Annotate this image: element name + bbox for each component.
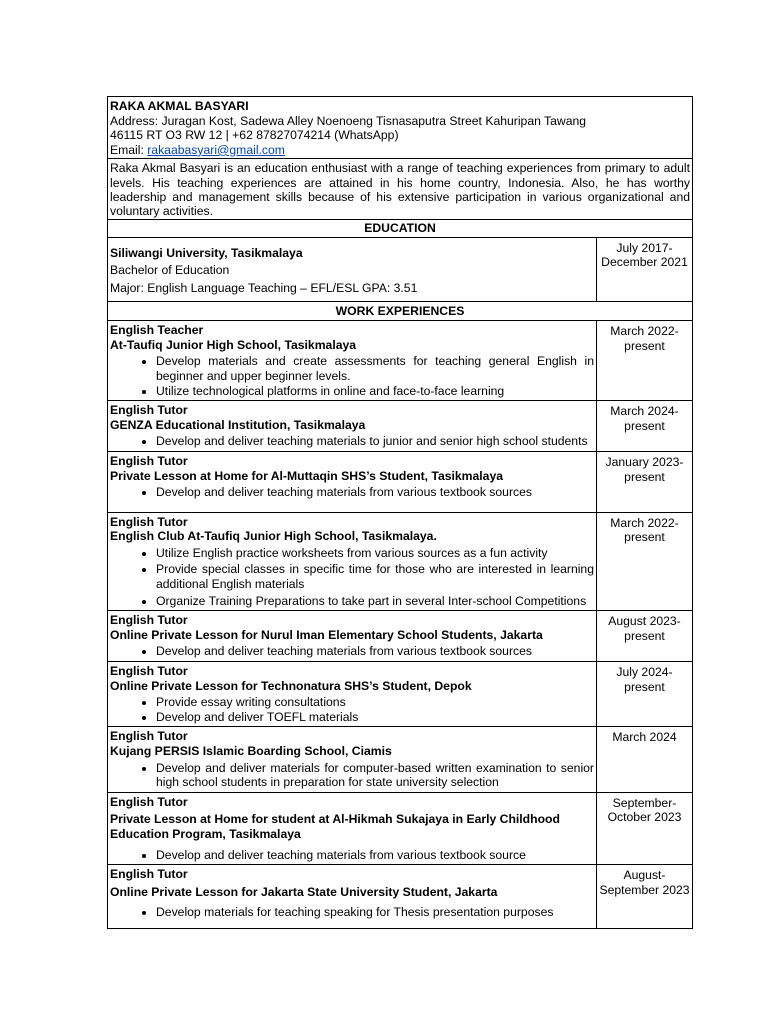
work-bullet: • Develop and deliver teaching materials from various textbook source xyxy=(156,848,594,863)
work-bullets xyxy=(110,485,594,500)
summary-text: Raka Akmal Basyari is an education enthusiast with a range of teaching experiences from primary to adult levels. His teaching experiences are attained in his home country, Indonesia. Also, he has worthy leadership and management skills because of his extensive participation in various organizational and voluntary activities. xyxy=(110,161,690,218)
education-main xyxy=(108,238,597,301)
work-organization: GENZA Educational Institution, Tasikmalaya xyxy=(110,417,366,432)
work-row xyxy=(108,727,692,792)
education-heading: EDUCATION xyxy=(364,221,436,236)
work-organization: Online Private Lesson for Technonatura SHS’s Student, Depok xyxy=(110,678,472,693)
header-row xyxy=(108,97,692,159)
work-main xyxy=(108,662,597,726)
work-date: March 2022- present xyxy=(610,515,679,545)
work-main xyxy=(108,452,597,512)
work-bullets xyxy=(110,695,594,724)
work-date: August 2023- present xyxy=(608,614,681,643)
work-role: English Tutor xyxy=(110,403,188,418)
work-organization: Online Private Lesson for Nurul Iman Elementary School Students, Jakarta xyxy=(110,627,543,642)
work-role: English Tutor xyxy=(110,453,188,468)
work-bullets xyxy=(110,434,594,449)
education-major: Major: English Language Teaching – EFL/ESL GPA: 3.51 xyxy=(110,280,418,295)
work-bullets xyxy=(110,354,594,398)
education-row xyxy=(108,238,692,302)
work-heading-row xyxy=(108,302,692,322)
work-date: March 2024 xyxy=(612,730,677,745)
work-row xyxy=(108,513,692,612)
work-row xyxy=(108,662,692,727)
work-row xyxy=(108,611,692,662)
work-list xyxy=(108,321,692,929)
work-row xyxy=(108,401,692,452)
address-line-1: Address: Juragan Kost, Sadewa Alley Noenoeng Tisnasaputra Street Kahuripan Tawang xyxy=(110,113,587,128)
work-date: September- October 2023 xyxy=(607,795,682,825)
work-row xyxy=(108,321,692,401)
work-role: English Tutor xyxy=(110,729,188,744)
email-link[interactable]: rakaabasyari@gmail.com xyxy=(147,142,285,157)
work-row xyxy=(108,865,692,929)
work-date: August- September 2023 xyxy=(599,868,690,897)
header-cell xyxy=(108,97,692,158)
work-role: English Tutor xyxy=(110,794,188,809)
education-heading-row xyxy=(108,220,692,238)
work-bullet: • Develop and deliver teaching materials from various textbook sources xyxy=(156,644,594,659)
work-bullets xyxy=(110,761,594,790)
work-role: English Tutor xyxy=(110,664,188,679)
work-bullet: • Develop materials and create assessments for teaching general English in beginner and upper beginner levels. xyxy=(156,354,594,383)
work-organization: Private Lesson at Home for Al-Muttaqin SHS’s Student, Tasikmalaya xyxy=(110,468,504,483)
work-bullet: • Develop and deliver TOEFL materials xyxy=(156,710,594,725)
work-bullets xyxy=(110,546,594,608)
work-heading: WORK EXPERIENCES xyxy=(335,303,465,318)
work-organization: At-Taufiq Junior High School, Tasikmalaya xyxy=(110,337,357,352)
work-bullet: • Develop materials for teaching speaking for Thesis presentation purposes xyxy=(156,905,594,920)
work-bullet: • Organize Training Preparations to take part in several Inter-school Competitions xyxy=(156,594,594,609)
work-bullets xyxy=(110,848,594,863)
work-main xyxy=(108,793,597,864)
address-line-2: 46115 RT O3 RW 12 | +62 87827074214 (WhatsApp) xyxy=(110,128,399,143)
work-bullet: • Develop and deliver materials for computer-based written examination to senior high school students in preparation for state university selection xyxy=(156,761,594,790)
work-bullet: • Utilize technological platforms in online and face-to-face learning xyxy=(156,384,594,399)
work-bullet: • Provide essay writing consultations xyxy=(156,695,594,710)
resume-document xyxy=(107,96,693,929)
work-bullets xyxy=(110,644,594,659)
education-degree: Bachelor of Education xyxy=(110,263,230,278)
education-date: July 2017- December 2021 xyxy=(601,240,688,270)
full-name: RAKA AKMAL BASYARI xyxy=(110,99,249,113)
summary-row xyxy=(108,159,692,220)
work-bullet: • Develop and deliver teaching materials to junior and senior high school students xyxy=(156,434,594,449)
work-organization: English Club At-Taufiq Junior High School, Tasikmalaya. xyxy=(110,529,437,544)
work-role: English Teacher xyxy=(110,323,204,338)
work-bullet: • Develop and deliver teaching materials from various textbook sources xyxy=(156,485,594,500)
work-main xyxy=(108,727,597,791)
work-date: July 2024- present xyxy=(616,665,673,694)
work-main xyxy=(108,513,597,611)
work-role: English Tutor xyxy=(110,867,188,882)
work-bullet: • Provide special classes in specific time for those who are interested in learning additional English materials xyxy=(156,562,594,591)
work-row xyxy=(108,452,692,513)
education-institution: Siliwangi University, Tasikmalaya xyxy=(110,245,303,260)
work-organization: Kujang PERSIS Islamic Boarding School, Ciamis xyxy=(110,744,392,758)
work-bullets xyxy=(110,905,594,920)
work-role: English Tutor xyxy=(110,514,188,529)
work-date: March 2022- present xyxy=(610,324,679,353)
work-bullet: • Utilize English practice worksheets from various sources as a fun activity xyxy=(156,546,594,561)
work-main xyxy=(108,321,597,400)
work-main xyxy=(108,865,597,928)
work-date: March 2024- present xyxy=(610,404,679,433)
work-date: January 2023- present xyxy=(605,454,684,484)
email-label: Email: xyxy=(110,142,148,157)
work-organization: Online Private Lesson for Jakarta State University Student, Jakarta xyxy=(110,884,498,899)
work-role: English Tutor xyxy=(110,613,188,628)
work-main xyxy=(108,611,597,661)
work-organization: Private Lesson at Home for student at Al-Hikmah Sukajaya in Early Childhood Education Program, Tasikmalaya xyxy=(110,812,560,841)
work-row xyxy=(108,793,692,865)
email-line xyxy=(110,143,690,158)
work-main xyxy=(108,401,597,451)
